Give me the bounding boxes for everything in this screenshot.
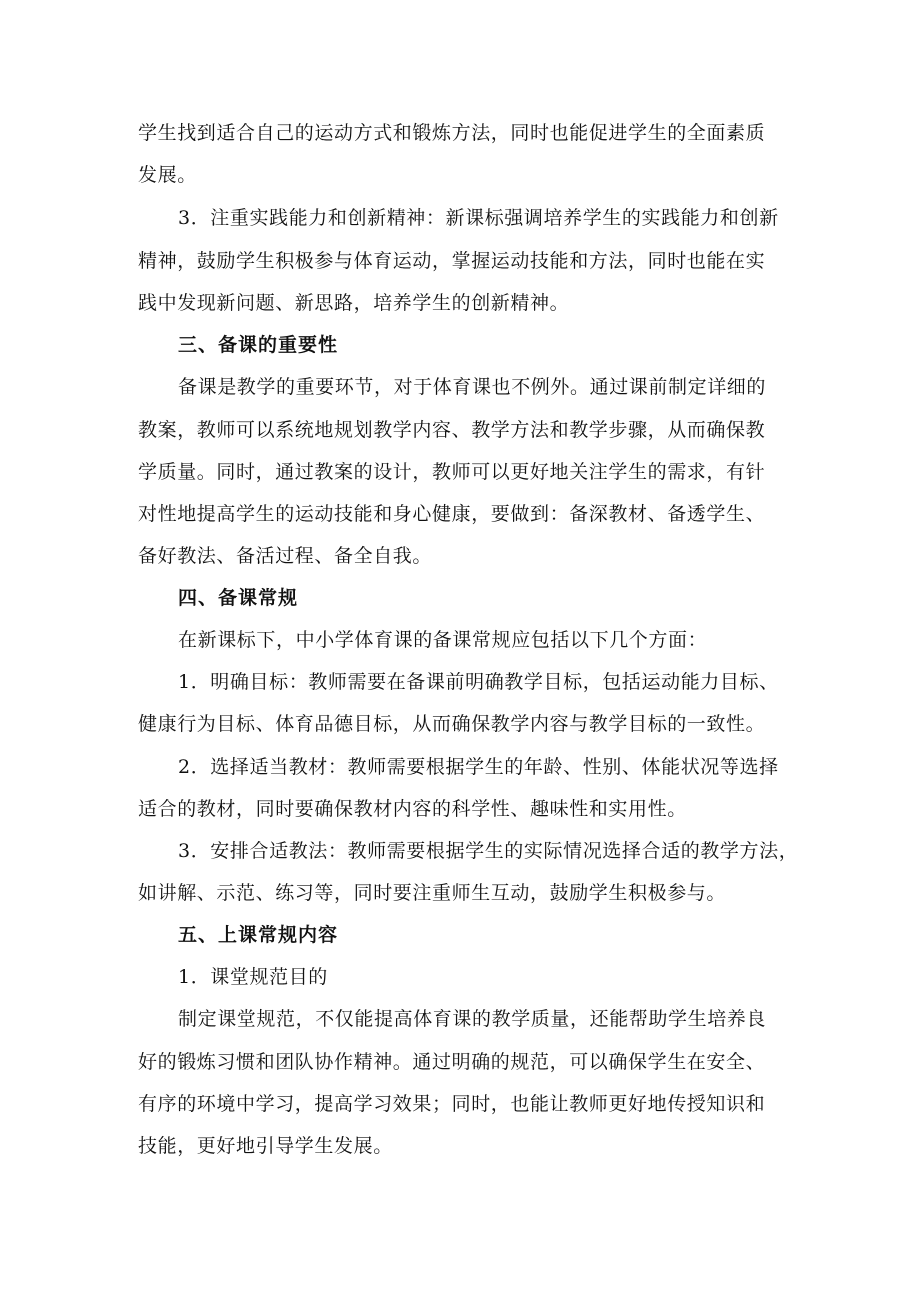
paragraph-line: 教案，教师可以系统地规划教学内容、教学方法和教学步骤，从而确保教 bbox=[138, 419, 766, 441]
paragraph-line: 有序的环境中学习，提高学习效果；同时，也能让教师更好地传授知识和 bbox=[138, 1093, 766, 1115]
list-item-line: 3．安排合适教法：教师需要根据学生的实际情况选择合适的教学方法， bbox=[178, 840, 799, 862]
list-item-line: 3．注重实践能力和创新精神：新课标强调培养学生的实践能力和创新 bbox=[178, 207, 779, 229]
section-heading: 五、上课常规内容 bbox=[178, 924, 339, 946]
list-item-line: 2．选择适当教材：教师需要根据学生的年龄、性别、体能状况等选择 bbox=[178, 756, 779, 778]
paragraph-line: 发展。 bbox=[138, 164, 197, 186]
subsection-heading: 1．课堂规范目的 bbox=[178, 966, 328, 988]
list-item-line: 适合的教材，同时要确保教材内容的科学性、趣味性和实用性。 bbox=[138, 798, 687, 820]
list-item-line: 精神，鼓励学生积极参与体育运动，掌握运动技能和方法，同时也能在实 bbox=[138, 250, 766, 272]
list-item-line: 践中发现新问题、新思路，培养学生的创新精神。 bbox=[138, 292, 570, 314]
paragraph-line: 制定课堂规范，不仅能提高体育课的教学质量，还能帮助学生培养良 bbox=[178, 1008, 767, 1030]
paragraph-line: 备好教法、备活过程、备全自我。 bbox=[138, 545, 433, 567]
list-item-line: 健康行为目标、体育品德目标，从而确保教学内容与教学目标的一致性。 bbox=[138, 713, 766, 735]
paragraph-line: 学生找到适合自己的运动方式和锻炼方法，同时也能促进学生的全面素质 bbox=[138, 122, 766, 144]
list-item-line: 如讲解、示范、练习等，同时要注重师生互动，鼓励学生积极参与。 bbox=[138, 882, 727, 904]
paragraph-line: 在新课标下，中小学体育课的备课常规应包括以下几个方面： bbox=[178, 629, 708, 651]
paragraph-line: 好的锻炼习惯和团队协作精神。通过明确的规范，可以确保学生在安全、 bbox=[138, 1051, 766, 1073]
paragraph-line: 备课是教学的重要环节，对于体育课也不例外。通过课前制定详细的 bbox=[178, 376, 767, 398]
paragraph-line: 对性地提高学生的运动技能和身心健康，要做到：备深教材、备透学生、 bbox=[138, 503, 766, 525]
section-heading: 四、备课常规 bbox=[178, 587, 299, 609]
list-item-line: 1．明确目标：教师需要在备课前明确教学目标，包括运动能力目标、 bbox=[178, 671, 779, 693]
section-heading: 三、备课的重要性 bbox=[178, 334, 339, 356]
paragraph-line: 技能，更好地引导学生发展。 bbox=[138, 1135, 393, 1157]
paragraph-line: 学质量。同时，通过教案的设计，教师可以更好地关注学生的需求，有针 bbox=[138, 461, 766, 483]
